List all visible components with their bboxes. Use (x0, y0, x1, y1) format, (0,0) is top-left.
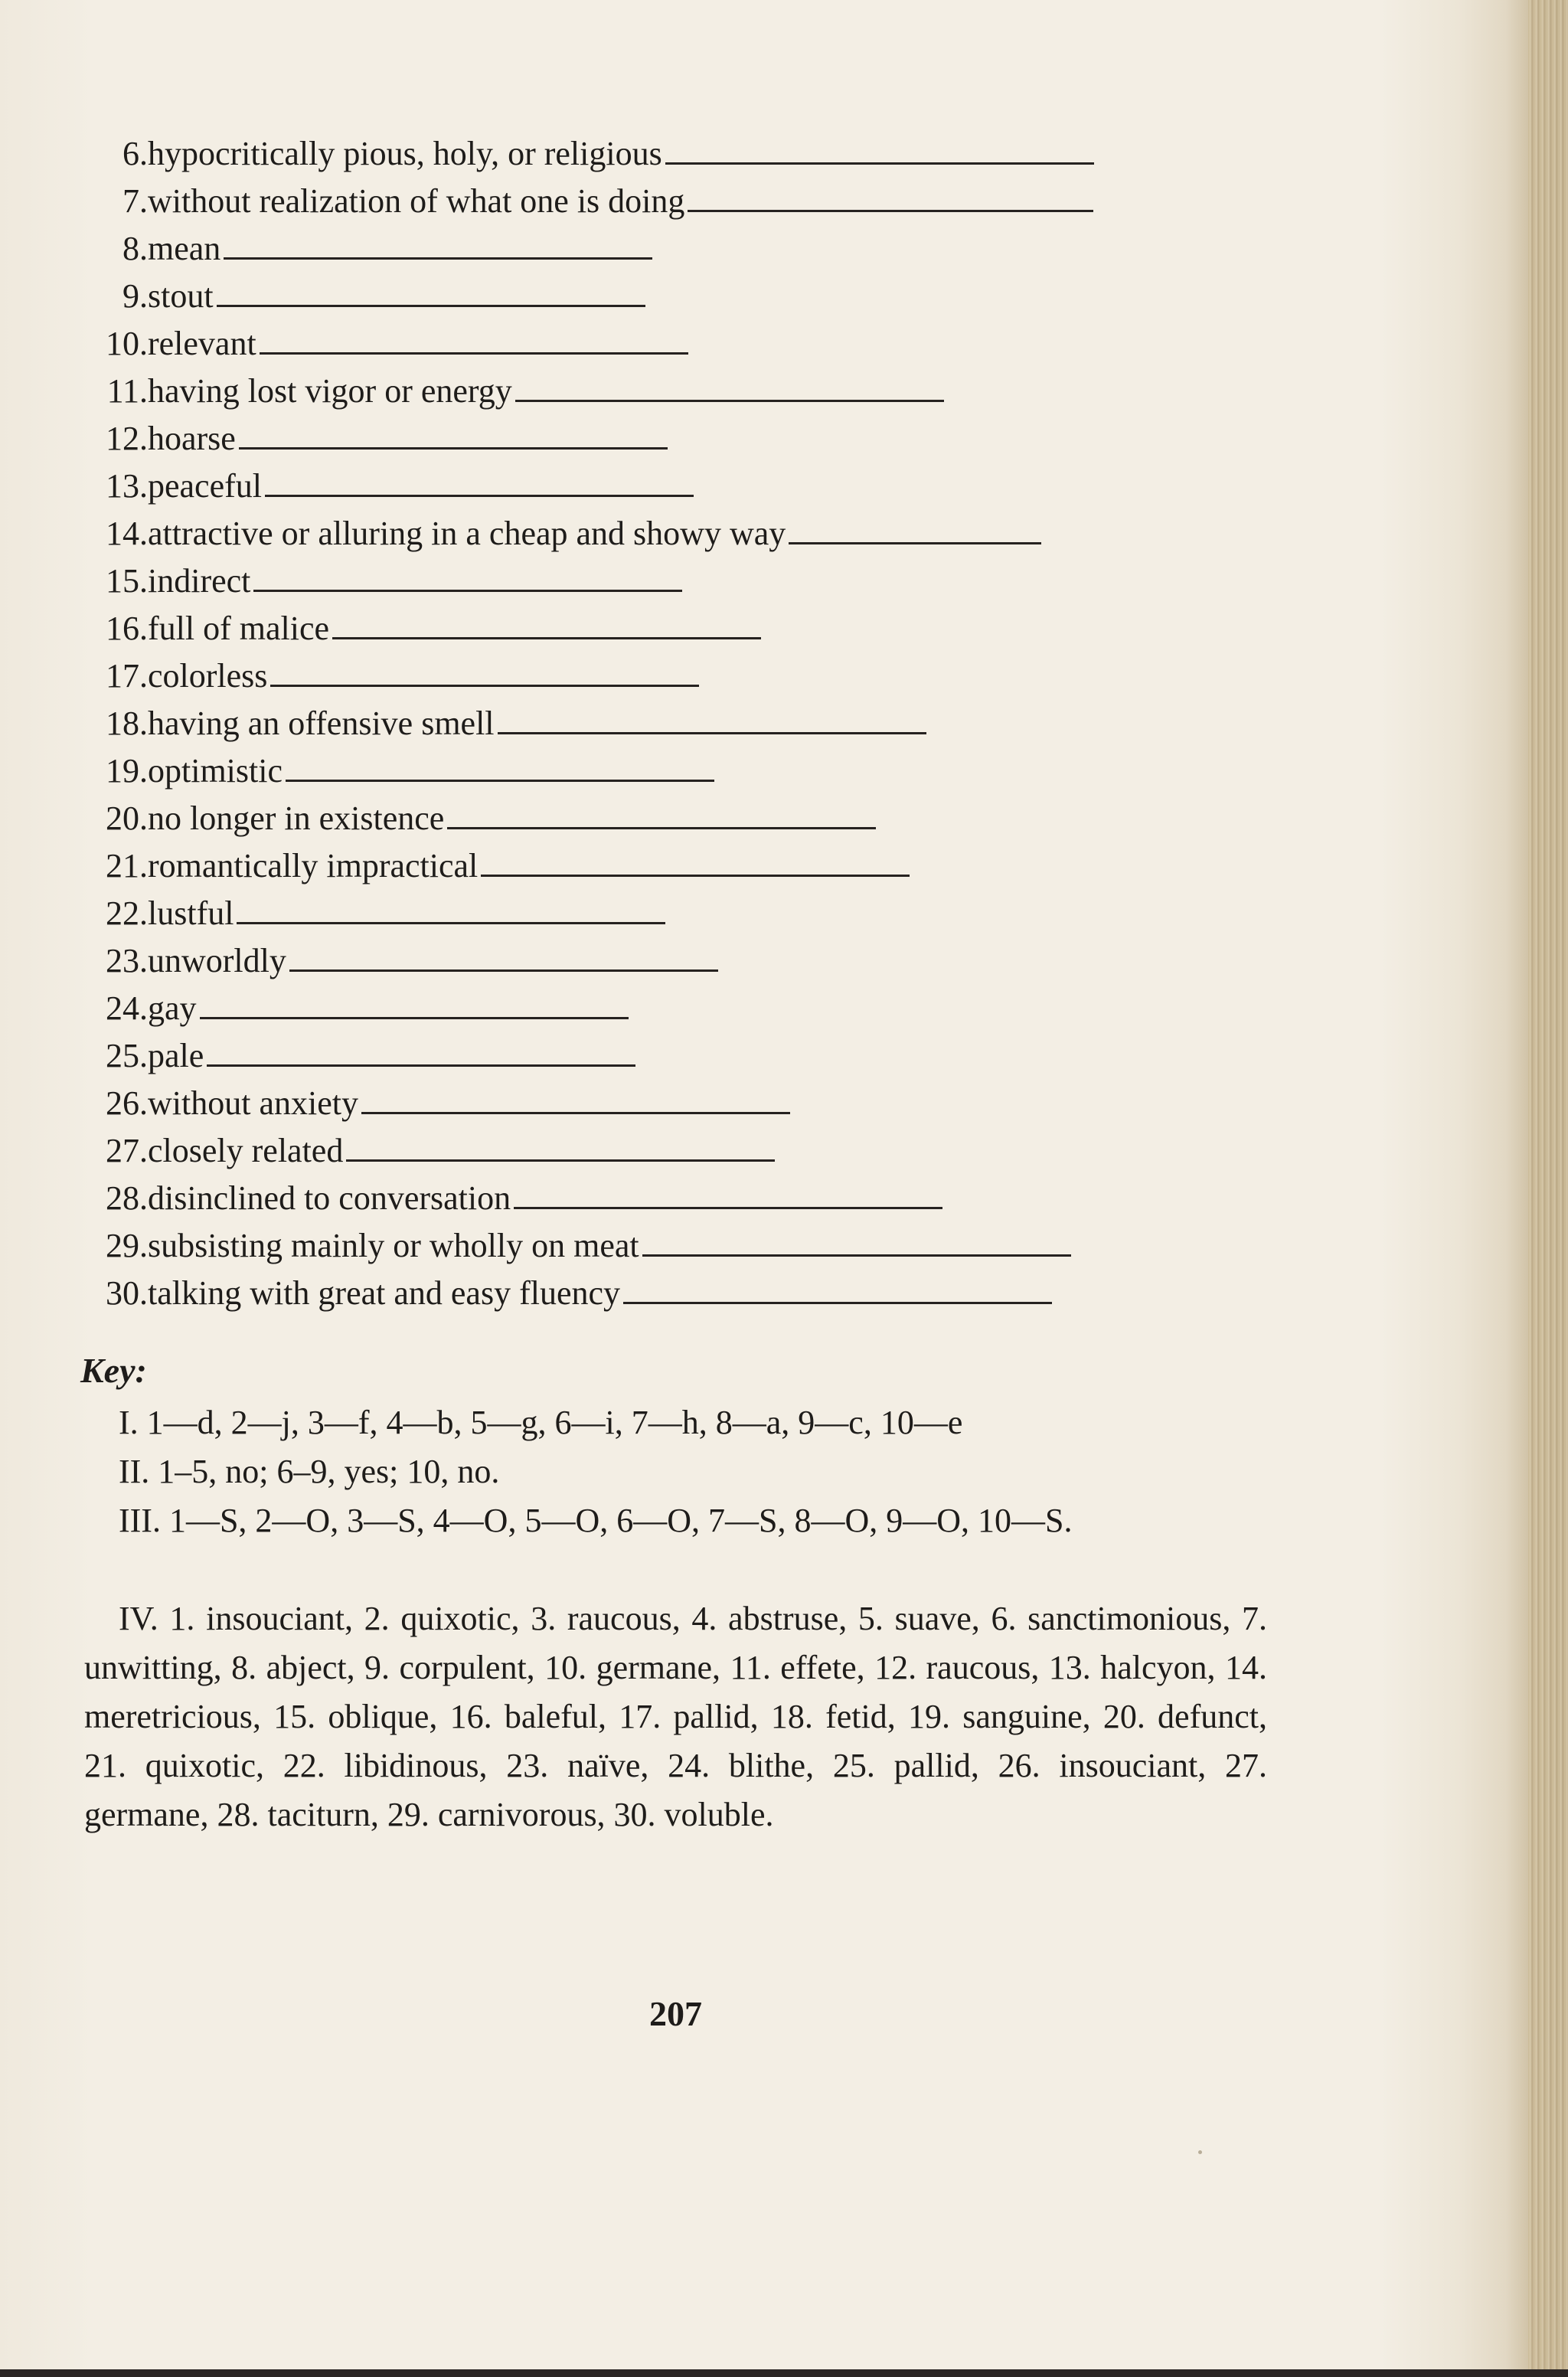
item-definition (148, 890, 665, 937)
answer-blank (515, 400, 944, 402)
exercise-item (73, 463, 1298, 510)
item-definition (148, 178, 1093, 225)
key-heading: Key: (80, 1351, 147, 1390)
item-definition (148, 1175, 942, 1222)
answer-blank (481, 875, 910, 877)
exercise-item (73, 1270, 1298, 1317)
exercise-item (73, 747, 1298, 795)
item-text: attractive or alluring in a cheap and showy way (148, 515, 786, 552)
page-number: 207 (649, 1994, 702, 2033)
answer-blank (200, 1017, 629, 1019)
answer-blank (260, 352, 688, 355)
exercise-item (73, 225, 1298, 273)
key-part-3: III. 1—S, 2—O, 3—S, 4—O, 5—O, 6—O, 7—S, 8—O, 9—O, 10—S. (119, 1502, 1073, 1539)
item-number: 30. (106, 1274, 148, 1312)
item-text: romantically impractical (148, 847, 479, 884)
exercise-item (73, 652, 1298, 700)
item-definition (148, 795, 876, 842)
exercise-item (73, 510, 1298, 557)
item-definition (148, 320, 688, 368)
item-number: 22. (106, 894, 148, 932)
item-number: 16. (106, 610, 148, 647)
item-text: stout (148, 277, 214, 315)
item-definition (148, 1080, 790, 1127)
item-number: 9. (122, 277, 148, 315)
exercise-item (73, 1080, 1298, 1127)
item-definition (148, 937, 718, 985)
exercise-list (73, 130, 1298, 1317)
item-text: no longer in existence (148, 799, 445, 837)
answer-blank (289, 969, 718, 972)
item-text: relevant (148, 325, 256, 362)
item-text: hypocritically pious, holy, or religious (148, 135, 662, 172)
item-text: without anxiety (148, 1084, 358, 1122)
item-definition (148, 1127, 775, 1175)
exercise-item (73, 415, 1298, 463)
item-text: mean (148, 230, 221, 267)
item-text: hoarse (148, 420, 236, 457)
answer-blank (207, 1064, 635, 1067)
item-text: talking with great and easy fluency (148, 1274, 621, 1312)
item-number: 14. (106, 515, 148, 552)
answer-blank (253, 590, 682, 592)
exercise-item (73, 842, 1298, 890)
item-number: 12. (106, 420, 148, 457)
item-number: 18. (106, 705, 148, 742)
item-definition (148, 1270, 1052, 1317)
exercise-item (73, 557, 1298, 605)
item-number: 11. (106, 372, 148, 410)
item-definition (148, 130, 1094, 178)
answer-blank (642, 1254, 1071, 1257)
page-edge (1528, 0, 1568, 2377)
item-definition (148, 225, 652, 273)
item-number: 27. (106, 1132, 148, 1169)
item-definition (148, 747, 714, 795)
answer-blank (217, 305, 645, 307)
answer-blank (447, 827, 876, 829)
exercise-item (73, 1032, 1298, 1080)
item-definition (148, 985, 629, 1032)
item-number: 7. (122, 182, 148, 220)
exercise-item (73, 605, 1298, 652)
item-text: closely related (148, 1132, 344, 1169)
item-text: indirect (148, 562, 251, 600)
item-text: having lost vigor or energy (148, 372, 512, 410)
exercise-item (73, 795, 1298, 842)
exercise-item (73, 1127, 1298, 1175)
item-definition (148, 1222, 1071, 1270)
item-text: peaceful (148, 467, 262, 505)
item-number: 8. (122, 230, 148, 267)
item-text: optimistic (148, 752, 283, 790)
item-definition (148, 463, 694, 510)
answer-blank (332, 637, 761, 639)
exercise-item (73, 368, 1298, 415)
item-number: 29. (106, 1227, 148, 1264)
item-definition (148, 700, 926, 747)
item-text: without realization of what one is doing (148, 182, 685, 220)
item-text: having an offensive smell (148, 705, 495, 742)
exercise-item (73, 985, 1298, 1032)
item-text: colorless (148, 657, 268, 695)
item-definition (148, 510, 1041, 557)
item-number: 21. (106, 847, 148, 884)
exercise-item (73, 890, 1298, 937)
answer-blank (286, 780, 714, 782)
item-text: subsisting mainly or wholly on meat (148, 1227, 639, 1264)
item-number: 6. (122, 135, 148, 172)
exercise-item (73, 178, 1298, 225)
answer-blank (688, 210, 1093, 212)
answer-blank (514, 1207, 942, 1209)
item-number: 13. (106, 467, 148, 505)
item-number: 23. (106, 942, 148, 979)
item-definition (148, 273, 645, 320)
answer-blank (239, 447, 668, 450)
answer-blank (346, 1159, 775, 1162)
item-number: 10. (106, 325, 148, 362)
exercise-item (73, 273, 1298, 320)
answer-blank (265, 495, 694, 497)
item-number: 24. (106, 989, 148, 1027)
item-definition (148, 415, 668, 463)
item-text: lustful (148, 894, 234, 932)
item-definition (148, 1032, 635, 1080)
answer-blank (361, 1112, 790, 1114)
answer-blank (270, 685, 699, 687)
item-number: 25. (106, 1037, 148, 1074)
key-part-1: I. 1—d, 2—j, 3—f, 4—b, 5—g, 6—i, 7—h, 8—a, 9—c, 10—e (119, 1404, 963, 1441)
item-definition (148, 652, 699, 700)
item-number: 15. (106, 562, 148, 600)
answer-blank (665, 162, 1094, 165)
item-definition (148, 368, 944, 415)
answer-blank (224, 257, 652, 260)
exercise-item (73, 937, 1298, 985)
exercise-item (73, 1175, 1298, 1222)
item-text: disinclined to conversation (148, 1179, 511, 1217)
item-number: 19. (106, 752, 148, 790)
item-definition (148, 605, 761, 652)
item-text: pale (148, 1037, 204, 1074)
answer-blank (789, 542, 1041, 544)
paper-speck (1198, 2150, 1202, 2154)
item-text: gay (148, 989, 197, 1027)
answer-blank (237, 922, 665, 924)
item-text: unworldly (148, 942, 286, 979)
scan-bottom-edge (0, 2369, 1568, 2377)
answer-blank (623, 1302, 1052, 1304)
exercise-item (73, 130, 1298, 178)
key-part-4: IV. 1. insouciant, 2. quixotic, 3. raucous, 4. abstruse, 5. suave, 6. sanctimonious, 7. unwitting, 8. abject, 9. corpulent, 10. germane, 11. effete, 12. raucous, 13. halcyon, 14. meretricious, 15. oblique, 16. baleful, 17. pallid, 18. fetid, 19. sanguine, 20. defunct, 21. quixotic, 22. libidinous, 23. naïve, 24. blithe, 25. pallid, 26. insouciant, 27. germane, 28. taciturn, 29. carnivorous, 30. voluble. (84, 1600, 1267, 1833)
key-part-2: II. 1–5, no; 6–9, yes; 10, no. (119, 1453, 500, 1490)
item-number: 17. (106, 657, 148, 695)
item-number: 28. (106, 1179, 148, 1217)
exercise-item (73, 1222, 1298, 1270)
item-text: full of malice (148, 610, 330, 647)
item-definition (148, 842, 910, 890)
exercise-item (73, 700, 1298, 747)
item-number: 20. (106, 799, 148, 837)
exercise-item (73, 320, 1298, 368)
item-definition (148, 557, 682, 605)
answer-blank (498, 732, 926, 734)
item-number: 26. (106, 1084, 148, 1122)
